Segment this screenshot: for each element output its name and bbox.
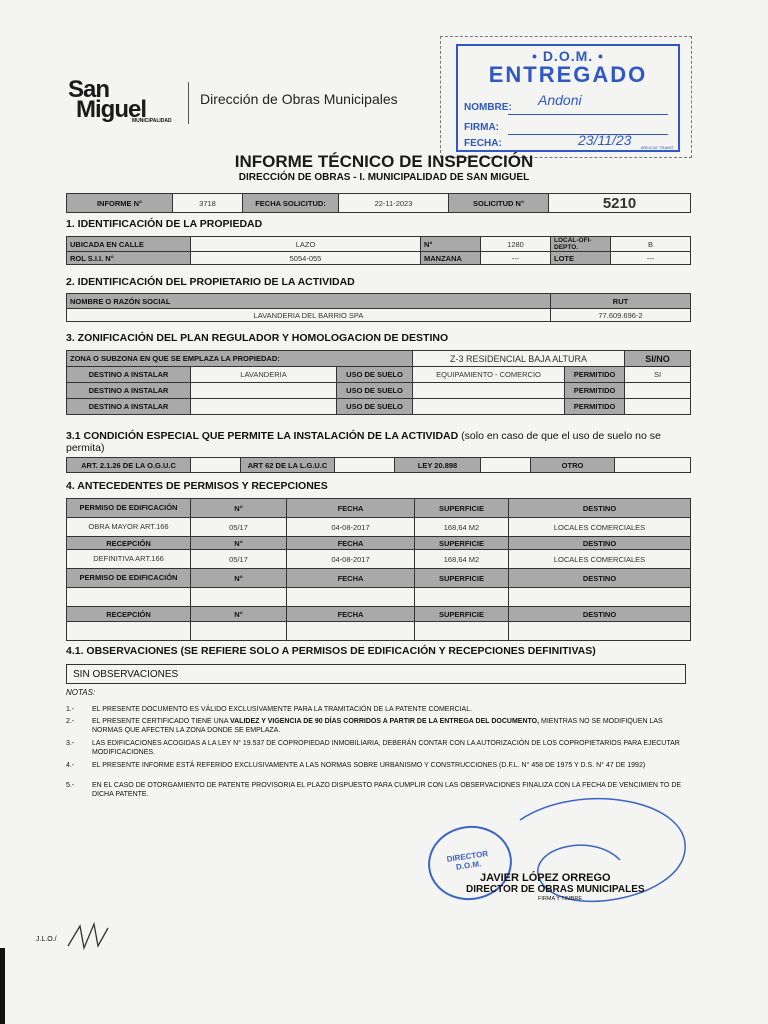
property-table (66, 236, 691, 265)
stamp-nombre-value: Andoni (538, 92, 582, 108)
empty-cell (67, 588, 191, 607)
rol-value: 5054-055 (191, 252, 421, 265)
calle-label: UBICADA EN CALLE (67, 237, 191, 252)
numero-label: N° (421, 237, 481, 252)
empty-cell (191, 622, 287, 641)
informe-value: 3718 (173, 194, 243, 213)
section-31-title-note: (solo en caso de que el uso de suelo no se permita) (66, 430, 661, 454)
lote-label: LOTE (551, 252, 611, 265)
stamp-nombre-label: NOMBRE: (464, 102, 512, 113)
stamp-line (508, 114, 668, 115)
si-no-label: SI/NO (625, 351, 691, 367)
destino-value: LAVANDERIA (191, 367, 337, 383)
permitido-value (625, 383, 691, 399)
solicitud-label: SOLICITUD N° (449, 194, 549, 213)
permit-type: OBRA MAYOR ART.166 (67, 518, 191, 537)
destino-header: DESTINO (509, 537, 691, 550)
note-text: EL PRESENTE DOCUMENTO ES VÁLIDO EXCLUSIVAMENTE PARA LA TRAMITACIÓN DE LA PATENTE COMERCIAL. (92, 706, 473, 713)
reception-surface: 168,64 M2 (415, 550, 509, 569)
page-edge (0, 948, 5, 1024)
stamp-fecha-value: 23/11/23 (578, 132, 632, 148)
permitido-value (625, 399, 691, 415)
recepcion-header: RECEPCIÓN (67, 537, 191, 550)
empty-cell (509, 622, 691, 641)
permiso-header: PERMISO DE EDIFICACIÓN (67, 569, 191, 588)
destino-label: DESTINO A INSTALAR (67, 367, 191, 383)
note-text: LAS EDIFICACIONES ACOGIDAS A LA LEY N° 19.537 DE COPROPIEDAD INMOBILIARIA, DEBERÁN CONTAR CON LA AUTORIZACIÓN DE LOS COPROPIETARIOS PARA EJECUTAR MODIFICACIONES. (92, 740, 680, 756)
note-2-bold: VALIDEZ Y VIGENCIA DE 90 DÍAS CORRIDOS A PARTIR DE LA ENTREGA DEL DOCUMENTO, (229, 718, 540, 725)
author-initials: J.L.O./ (36, 936, 57, 943)
signer-name: JAVIER LÓPEZ ORREGO (480, 872, 611, 884)
note-number: 5.- (66, 782, 75, 789)
uso-value: EQUIPAMIENTO - COMERCIO (413, 367, 565, 383)
permitido-label: PERMITIDO (565, 383, 625, 399)
uso-label: USO DE SUELO (337, 367, 413, 383)
superficie-header: SUPERFICIE (415, 537, 509, 550)
note-number: 1.- (66, 706, 75, 713)
note-text: EN EL CASO DE OTORGAMIENTO DE PATENTE PROVISORIA EL PLAZO DISPUESTO PARA CUMPLIR CON LAS OBSERVACIONES FINALIZA CON LA FECHA DE VENCIMIEN TO DE DICHA PATENTE. (92, 782, 682, 798)
destino-header: DESTINO (509, 499, 691, 518)
note-text (92, 718, 686, 735)
uso-value (413, 383, 565, 399)
zona-label: ZONA O SUBZONA EN QUE SE EMPLAZA LA PROPIEDAD: (67, 351, 413, 367)
local-value: B (611, 237, 691, 252)
n-header: N° (191, 569, 287, 588)
permit-number: 05/17 (191, 518, 287, 537)
fecha-header: FECHA (287, 537, 415, 550)
section-41-title: 4.1. OBSERVACIONES (SE REFIERE SOLO A PERMISOS DE EDIFICACIÓN Y RECEPCIONES DEFINITIVAS) (66, 645, 596, 657)
note-2-part-3: MIENTRAS NO SE MODIFIQUEN LAS NORMAS QUE AFECTEN LA ZONA DONDE SE EMPLAZA. (92, 718, 663, 734)
section-4-title: 4. ANTECEDENTES DE PERMISOS Y RECEPCIONES (66, 480, 328, 492)
destino-header: DESTINO (509, 569, 691, 588)
department-name: Dirección de Obras Municipales (200, 91, 398, 107)
lote-value: --- (611, 252, 691, 265)
numero-value: 1280 (481, 237, 551, 252)
header-divider (188, 82, 189, 124)
fecha-header: FECHA (287, 607, 415, 622)
section-31-title-bold: 3.1 CONDICIÓN ESPECIAL QUE PERMITE LA INSTALACIÓN DE LA ACTIVIDAD (66, 430, 459, 442)
note-1 (66, 706, 686, 715)
permit-destination: LOCALES COMERCIALES (509, 518, 691, 537)
fecha-header: FECHA (287, 499, 415, 518)
recepcion-header: RECEPCIÓN (67, 607, 191, 622)
reception-number: 05/17 (191, 550, 287, 569)
permitido-value: SI (625, 367, 691, 383)
local-label: LOCAL-OFI-DEPTO. (551, 237, 611, 252)
note-number: 4.- (66, 762, 75, 769)
section-2-title: 2. IDENTIFICACIÓN DEL PROPIETARIO DE LA ACTIVIDAD (66, 276, 355, 288)
manzana-value: --- (481, 252, 551, 265)
special-condition-table (66, 457, 691, 473)
ley-label: LEY 20.898 (395, 458, 481, 473)
destino-header: DESTINO (509, 607, 691, 622)
logo-small: MUNICIPALIDAD (132, 118, 172, 124)
nombre-label: NOMBRE O RAZÓN SOCIAL (67, 294, 551, 309)
nombre-value: LAVANDERIA DEL BARRIO SPA (67, 309, 551, 322)
initials-signature (60, 918, 120, 954)
report-header-table (66, 193, 691, 213)
manzana-label: MANZANA (421, 252, 481, 265)
otro-label: OTRO (531, 458, 615, 473)
uso-label: USO DE SUELO (337, 399, 413, 415)
permits-table (66, 498, 691, 641)
section-1-title: 1. IDENTIFICACIÓN DE LA PROPIEDAD (66, 218, 263, 230)
destino-value (191, 383, 337, 399)
empty-cell (509, 588, 691, 607)
art-ogcu-label: ART. 2.1.26 DE LA O.G.U.C (67, 458, 191, 473)
note-number: 3.- (66, 740, 75, 747)
stamp-status: ENTREGADO (488, 62, 648, 87)
permit-surface: 168,64 M2 (415, 518, 509, 537)
owner-table (66, 293, 691, 322)
empty-cell (287, 588, 415, 607)
n-header: N° (191, 607, 287, 622)
destino-label: DESTINO A INSTALAR (67, 399, 191, 415)
uso-value (413, 399, 565, 415)
municipality-logo (68, 76, 180, 124)
art-ogcu-value (191, 458, 241, 473)
reception-date: 04-08-2017 (287, 550, 415, 569)
art-lguc-label: ART 62 DE LA L.G.U.C (241, 458, 335, 473)
fecha-solicitud-value: 22-11-2023 (339, 194, 449, 213)
art-lguc-value (335, 458, 395, 473)
empty-cell (191, 588, 287, 607)
destino-label: DESTINO A INSTALAR (67, 383, 191, 399)
observations-box: SIN OBSERVACIONES (66, 664, 686, 684)
destino-value (191, 399, 337, 415)
signer-title: DIRECTOR DE OBRAS MUNICIPALES (466, 884, 645, 895)
signature-scribble (500, 790, 700, 940)
empty-cell (415, 588, 509, 607)
solicitud-value: 5210 (549, 194, 691, 213)
uso-label: USO DE SUELO (337, 383, 413, 399)
note-4 (66, 762, 686, 779)
calle-value: LAZO (191, 237, 421, 252)
superficie-header: SUPERFICIE (415, 607, 509, 622)
seal-text: DIRECTOR D.O.M. (446, 849, 489, 872)
empty-cell (287, 622, 415, 641)
zoning-table (66, 350, 691, 415)
informe-label: INFORME N° (67, 194, 173, 213)
permit-date: 04-08-2017 (287, 518, 415, 537)
permitido-label: PERMITIDO (565, 367, 625, 383)
logo-word-2: Miguel (76, 96, 146, 123)
permitido-label: PERMITIDO (565, 399, 625, 415)
rut-value: 77.609.696-2 (551, 309, 691, 322)
reception-destination: LOCALES COMERCIALES (509, 550, 691, 569)
document-subtitle: DIRECCIÓN DE OBRAS - I. MUNICIPALIDAD DE SAN MIGUEL (238, 172, 530, 183)
rut-label: RUT (551, 294, 691, 309)
note-number: 2.- (66, 718, 75, 725)
note-text: EL PRESENTE INFORME ESTÁ REFERIDO EXCLUSIVAMENTE A LAS NORMAS SOBRE URBANISMO Y CONSTRUCCIONES (D.F.L. N° 458 DE 1975 Y D.S. N° 47 DE 1992) (92, 762, 646, 769)
reception-type: DEFINITIVA ART.166 (67, 550, 191, 569)
n-header: N° (191, 537, 287, 550)
superficie-header: SUPERFICIE (415, 569, 509, 588)
permiso-header: PERMISO DE EDIFICACIÓN (67, 499, 191, 518)
stamp-fecha-label: FECHA: (464, 138, 502, 149)
signature-caption: FIRMA Y TIMBRE (538, 896, 583, 902)
empty-cell (415, 622, 509, 641)
stamp-footer: AREA DE TRAMIT (640, 145, 674, 150)
n-header: N° (191, 499, 287, 518)
delivered-stamp (456, 44, 680, 152)
section-3-title: 3. ZONIFICACIÓN DEL PLAN REGULADOR Y HOMOLOGACION DE DESTINO (66, 332, 449, 344)
stamp-firma-label: FIRMA: (464, 122, 499, 133)
fecha-header: FECHA (287, 569, 415, 588)
note-2-part-1: EL PRESENTE CERTIFICADO TIENE UNA (92, 718, 230, 725)
document-title: INFORME TÉCNICO DE INSPECCIÓN (234, 152, 534, 171)
section-31-title (66, 430, 690, 454)
logo-word-1: San (68, 76, 110, 103)
fecha-solicitud-label: FECHA SOLICITUD: (243, 194, 339, 213)
ley-value (481, 458, 531, 473)
stamp-dom: • D.O.M. • (532, 48, 604, 64)
note-2 (66, 718, 686, 735)
note-3 (66, 740, 686, 757)
rol-label: ROL S.I.I. N° (67, 252, 191, 265)
empty-cell (67, 622, 191, 641)
notes-label: NOTAS: (66, 688, 96, 697)
otro-value (615, 458, 691, 473)
superficie-header: SUPERFICIE (415, 499, 509, 518)
zona-value: Z-3 RESIDENCIAL BAJA ALTURA (413, 351, 625, 367)
